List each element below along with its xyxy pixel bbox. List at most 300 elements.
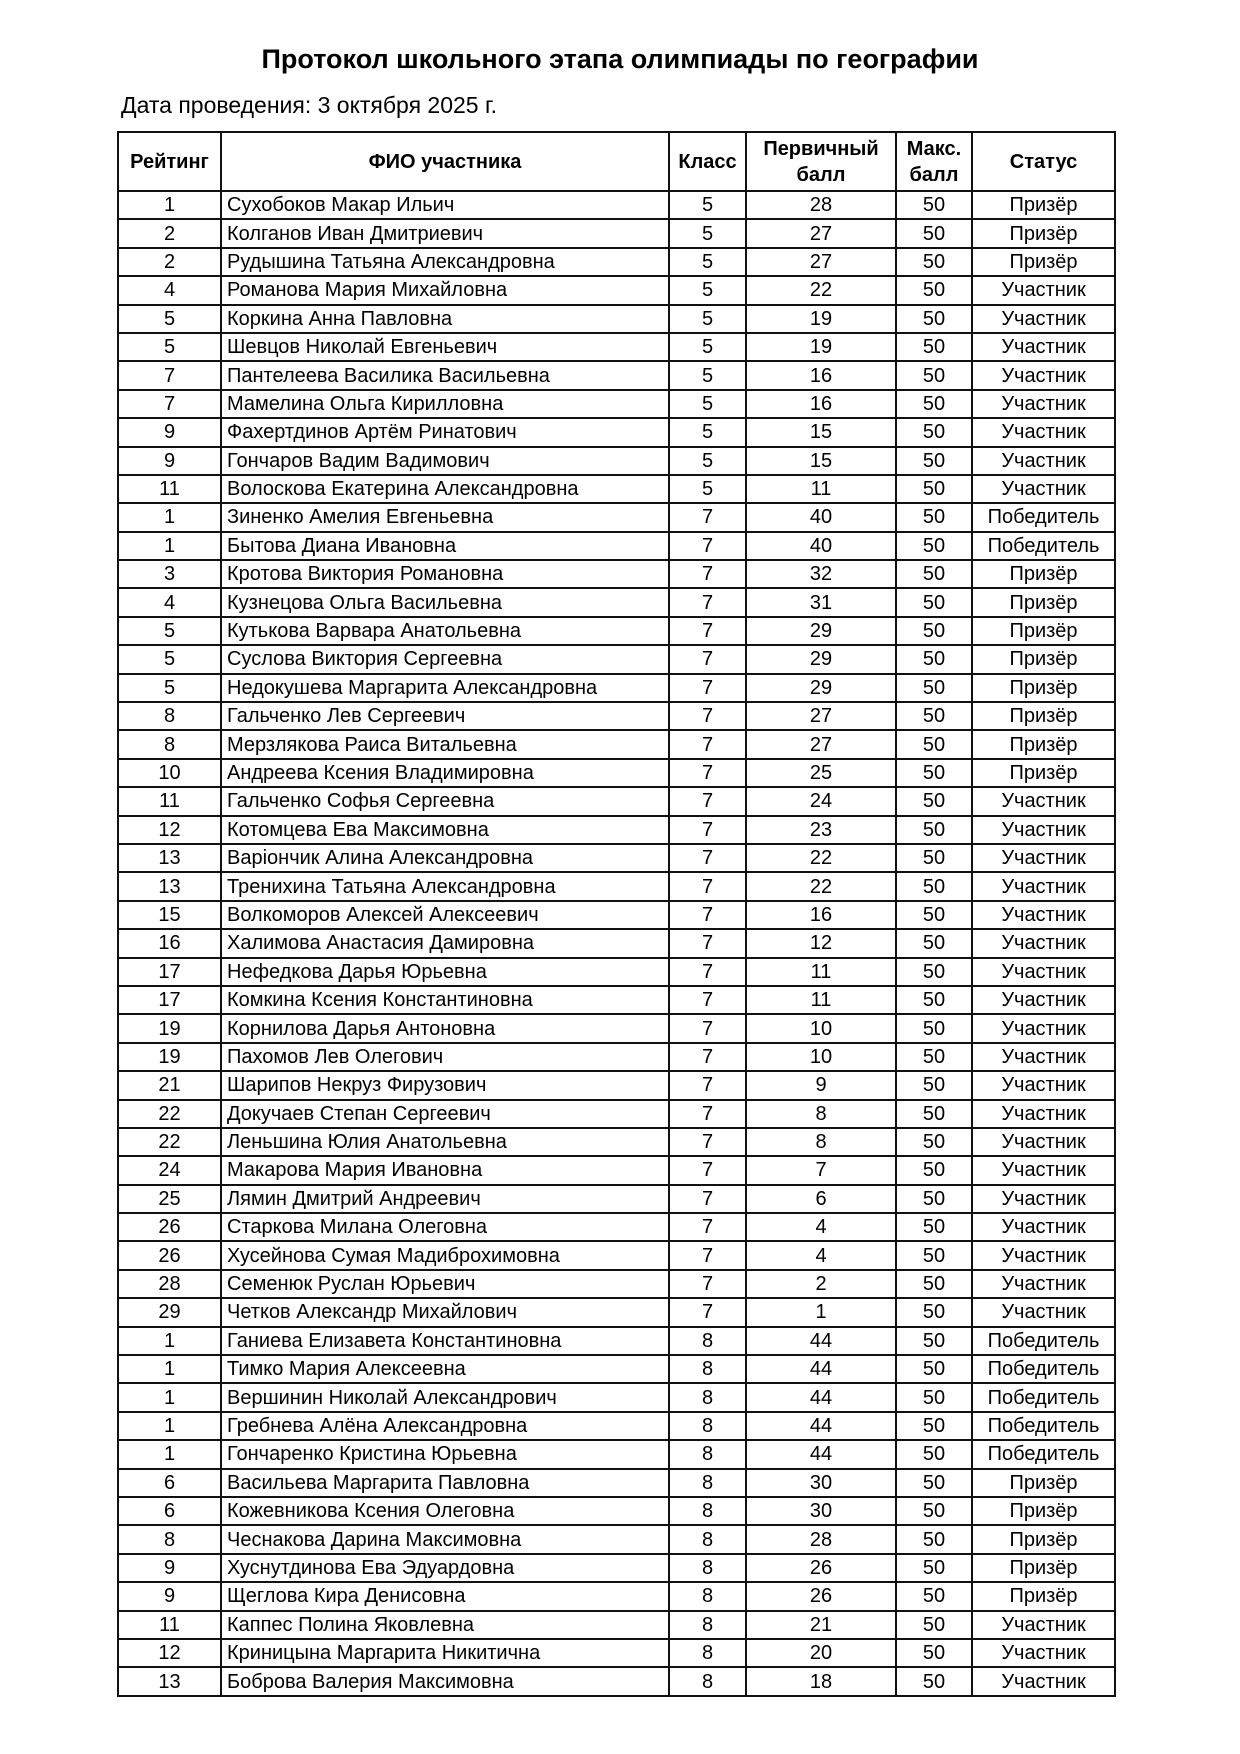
cell-max-score: 50 [896, 1582, 972, 1610]
header-class: Класс [669, 132, 746, 191]
cell-rank: 7 [118, 390, 221, 418]
cell-class: 7 [669, 929, 746, 957]
cell-name: Семенюк Руслан Юрьевич [221, 1270, 669, 1298]
cell-name: Волоскова Екатерина Александровна [221, 475, 669, 503]
cell-primary-score: 12 [746, 929, 896, 957]
cell-max-score: 50 [896, 1525, 972, 1553]
table-row [118, 305, 1115, 333]
cell-status: Победитель [972, 1412, 1115, 1440]
cell-class: 5 [669, 333, 746, 361]
cell-rank: 2 [118, 219, 221, 247]
cell-rank: 5 [118, 305, 221, 333]
table-row [118, 1440, 1115, 1468]
cell-primary-score: 44 [746, 1383, 896, 1411]
cell-class: 8 [669, 1440, 746, 1468]
cell-status: Участник [972, 475, 1115, 503]
cell-status: Призёр [972, 759, 1115, 787]
table-row [118, 872, 1115, 900]
cell-max-score: 50 [896, 305, 972, 333]
cell-class: 7 [669, 674, 746, 702]
table-row [118, 1667, 1115, 1695]
cell-rank: 6 [118, 1469, 221, 1497]
cell-rank: 8 [118, 730, 221, 758]
cell-class: 7 [669, 1213, 746, 1241]
table-row [118, 219, 1115, 247]
cell-primary-score: 27 [746, 219, 896, 247]
cell-primary-score: 29 [746, 674, 896, 702]
cell-name: Хуснутдинова Ева Эдуардовна [221, 1554, 669, 1582]
cell-max-score: 50 [896, 1241, 972, 1269]
table-row [118, 617, 1115, 645]
cell-max-score: 50 [896, 1100, 972, 1128]
cell-name: Васильева Маргарита Павловна [221, 1469, 669, 1497]
cell-name: Шарипов Некруз Фирузович [221, 1071, 669, 1099]
cell-rank: 15 [118, 901, 221, 929]
cell-name: Корнилова Дарья Антоновна [221, 1014, 669, 1042]
cell-rank: 4 [118, 276, 221, 304]
cell-rank: 1 [118, 503, 221, 531]
cell-rank: 5 [118, 674, 221, 702]
cell-status: Участник [972, 1298, 1115, 1326]
table-row [118, 1412, 1115, 1440]
cell-primary-score: 44 [746, 1412, 896, 1440]
table-row [118, 1383, 1115, 1411]
header-max-score [896, 132, 972, 191]
table-row [118, 730, 1115, 758]
cell-name: Макарова Мария Ивановна [221, 1156, 669, 1184]
table-row [118, 1185, 1115, 1213]
table-row [118, 248, 1115, 276]
cell-rank: 26 [118, 1241, 221, 1269]
cell-status: Участник [972, 1241, 1115, 1269]
cell-rank: 13 [118, 844, 221, 872]
cell-class: 5 [669, 276, 746, 304]
cell-max-score: 50 [896, 1497, 972, 1525]
cell-primary-score: 26 [746, 1554, 896, 1582]
cell-primary-score: 16 [746, 361, 896, 389]
cell-rank: 5 [118, 645, 221, 673]
table-row [118, 1611, 1115, 1639]
cell-class: 7 [669, 816, 746, 844]
cell-max-score: 50 [896, 958, 972, 986]
cell-max-score: 50 [896, 1298, 972, 1326]
cell-status: Участник [972, 1014, 1115, 1042]
header-rank: Рейтинг [118, 132, 221, 191]
cell-max-score: 50 [896, 219, 972, 247]
cell-class: 7 [669, 730, 746, 758]
results-table [117, 131, 1116, 1697]
cell-primary-score: 16 [746, 901, 896, 929]
cell-primary-score: 25 [746, 759, 896, 787]
cell-primary-score: 8 [746, 1128, 896, 1156]
cell-max-score: 50 [896, 787, 972, 815]
cell-class: 7 [669, 702, 746, 730]
cell-max-score: 50 [896, 1014, 972, 1042]
cell-max-score: 50 [896, 276, 972, 304]
cell-status: Участник [972, 1270, 1115, 1298]
cell-status: Участник [972, 872, 1115, 900]
cell-name: Бытова Диана Ивановна [221, 532, 669, 560]
cell-status: Призёр [972, 560, 1115, 588]
cell-name: Щеглова Кира Денисовна [221, 1582, 669, 1610]
cell-primary-score: 16 [746, 390, 896, 418]
cell-name: Недокушева Маргарита Александровна [221, 674, 669, 702]
cell-rank: 9 [118, 1554, 221, 1582]
cell-class: 8 [669, 1355, 746, 1383]
table-body [118, 191, 1115, 1696]
cell-name: Кожевникова Ксения Олеговна [221, 1497, 669, 1525]
cell-name: Мамелина Ольга Кирилловна [221, 390, 669, 418]
cell-primary-score: 26 [746, 1582, 896, 1610]
table-row [118, 1298, 1115, 1326]
cell-primary-score: 11 [746, 475, 896, 503]
cell-rank: 21 [118, 1071, 221, 1099]
table-row [118, 901, 1115, 929]
cell-rank: 2 [118, 248, 221, 276]
cell-name: Хусейнова Сумая Мадиброхимовна [221, 1241, 669, 1269]
cell-max-score: 50 [896, 986, 972, 1014]
cell-status: Призёр [972, 645, 1115, 673]
cell-primary-score: 31 [746, 588, 896, 616]
cell-name: Боброва Валерия Максимовна [221, 1667, 669, 1695]
cell-primary-score: 15 [746, 447, 896, 475]
table-row [118, 1156, 1115, 1184]
cell-name: Котомцева Ева Максимовна [221, 816, 669, 844]
cell-class: 7 [669, 1270, 746, 1298]
cell-max-score: 50 [896, 1440, 972, 1468]
cell-status: Участник [972, 1185, 1115, 1213]
cell-rank: 7 [118, 361, 221, 389]
cell-primary-score: 1 [746, 1298, 896, 1326]
cell-status: Участник [972, 1667, 1115, 1695]
cell-rank: 11 [118, 787, 221, 815]
cell-max-score: 50 [896, 1128, 972, 1156]
cell-max-score: 50 [896, 901, 972, 929]
cell-status: Участник [972, 1043, 1115, 1071]
cell-primary-score: 40 [746, 532, 896, 560]
cell-class: 7 [669, 901, 746, 929]
cell-class: 5 [669, 475, 746, 503]
cell-max-score: 50 [896, 1554, 972, 1582]
cell-max-score: 50 [896, 191, 972, 219]
cell-status: Призёр [972, 1525, 1115, 1553]
cell-class: 5 [669, 361, 746, 389]
cell-primary-score: 11 [746, 986, 896, 1014]
cell-name: Вершинин Николай Александрович [221, 1383, 669, 1411]
cell-name: Волкоморов Алексей Алексеевич [221, 901, 669, 929]
header-primary-score-line2: балл [796, 163, 846, 186]
cell-max-score: 50 [896, 872, 972, 900]
cell-class: 8 [669, 1525, 746, 1553]
cell-status: Победитель [972, 1440, 1115, 1468]
cell-primary-score: 21 [746, 1611, 896, 1639]
cell-rank: 1 [118, 1355, 221, 1383]
table-row [118, 1327, 1115, 1355]
cell-primary-score: 27 [746, 248, 896, 276]
cell-class: 8 [669, 1412, 746, 1440]
cell-name: Фахертдинов Артём Ринатович [221, 418, 669, 446]
cell-rank: 12 [118, 1639, 221, 1667]
cell-rank: 29 [118, 1298, 221, 1326]
cell-name: Гальченко Софья Сергеевна [221, 787, 669, 815]
cell-rank: 5 [118, 333, 221, 361]
cell-name: Гончаренко Кристина Юрьевна [221, 1440, 669, 1468]
table-row [118, 532, 1115, 560]
cell-class: 5 [669, 305, 746, 333]
cell-status: Призёр [972, 1582, 1115, 1610]
cell-max-score: 50 [896, 1327, 972, 1355]
cell-class: 7 [669, 560, 746, 588]
cell-status: Призёр [972, 191, 1115, 219]
cell-status: Призёр [972, 219, 1115, 247]
cell-class: 7 [669, 1043, 746, 1071]
cell-primary-score: 19 [746, 305, 896, 333]
cell-primary-score: 29 [746, 645, 896, 673]
cell-max-score: 50 [896, 560, 972, 588]
cell-status: Участник [972, 276, 1115, 304]
header-max-score-line1: Макс. [906, 137, 962, 160]
cell-class: 5 [669, 390, 746, 418]
table-row [118, 1554, 1115, 1582]
cell-max-score: 50 [896, 929, 972, 957]
cell-name: Романова Мария Михайловна [221, 276, 669, 304]
cell-max-score: 50 [896, 674, 972, 702]
cell-class: 7 [669, 617, 746, 645]
cell-class: 7 [669, 588, 746, 616]
cell-name: Тимко Мария Алексеевна [221, 1355, 669, 1383]
cell-max-score: 50 [896, 447, 972, 475]
cell-rank: 17 [118, 986, 221, 1014]
cell-primary-score: 27 [746, 730, 896, 758]
cell-name: Леньшина Юлия Анатольевна [221, 1128, 669, 1156]
cell-name: Кузнецова Ольга Васильевна [221, 588, 669, 616]
cell-status: Участник [972, 1611, 1115, 1639]
cell-max-score: 50 [896, 1383, 972, 1411]
cell-name: Тренихина Татьяна Александровна [221, 872, 669, 900]
cell-primary-score: 22 [746, 872, 896, 900]
table-row [118, 816, 1115, 844]
cell-name: Старкова Милана Олеговна [221, 1213, 669, 1241]
cell-rank: 10 [118, 759, 221, 787]
cell-primary-score: 22 [746, 844, 896, 872]
cell-primary-score: 28 [746, 1525, 896, 1553]
cell-rank: 9 [118, 447, 221, 475]
table-row [118, 1582, 1115, 1610]
table-row [118, 1270, 1115, 1298]
cell-class: 7 [669, 503, 746, 531]
cell-max-score: 50 [896, 361, 972, 389]
cell-max-score: 50 [896, 1043, 972, 1071]
cell-rank: 11 [118, 475, 221, 503]
cell-status: Призёр [972, 674, 1115, 702]
cell-class: 7 [669, 1100, 746, 1128]
cell-max-score: 50 [896, 1355, 972, 1383]
table-row [118, 390, 1115, 418]
cell-primary-score: 44 [746, 1440, 896, 1468]
cell-max-score: 50 [896, 1213, 972, 1241]
table-row [118, 588, 1115, 616]
cell-name: Ганиева Елизавета Константиновна [221, 1327, 669, 1355]
cell-primary-score: 9 [746, 1071, 896, 1099]
cell-name: Гальченко Лев Сергеевич [221, 702, 669, 730]
cell-name: Чеснакова Дарина Максимовна [221, 1525, 669, 1553]
table-row [118, 1071, 1115, 1099]
cell-name: Колганов Иван Дмитриевич [221, 219, 669, 247]
table-row [118, 645, 1115, 673]
document-title: Протокол школьного этапа олимпиады по географии [261, 44, 979, 74]
cell-max-score: 50 [896, 1667, 972, 1695]
cell-primary-score: 11 [746, 958, 896, 986]
cell-status: Призёр [972, 248, 1115, 276]
cell-class: 5 [669, 191, 746, 219]
cell-name: Сухобоков Макар Ильич [221, 191, 669, 219]
cell-max-score: 50 [896, 1156, 972, 1184]
cell-class: 5 [669, 219, 746, 247]
cell-rank: 16 [118, 929, 221, 957]
cell-status: Участник [972, 1128, 1115, 1156]
cell-status: Участник [972, 929, 1115, 957]
cell-rank: 13 [118, 1667, 221, 1695]
cell-class: 8 [669, 1469, 746, 1497]
table-row [118, 418, 1115, 446]
cell-class: 7 [669, 645, 746, 673]
cell-rank: 24 [118, 1156, 221, 1184]
cell-status: Участник [972, 1639, 1115, 1667]
cell-max-score: 50 [896, 503, 972, 531]
cell-status: Победитель [972, 1383, 1115, 1411]
cell-status: Победитель [972, 1355, 1115, 1383]
cell-rank: 19 [118, 1043, 221, 1071]
table-row [118, 1043, 1115, 1071]
cell-primary-score: 4 [746, 1241, 896, 1269]
cell-status: Участник [972, 1100, 1115, 1128]
cell-rank: 25 [118, 1185, 221, 1213]
cell-rank: 9 [118, 1582, 221, 1610]
cell-max-score: 50 [896, 844, 972, 872]
cell-primary-score: 30 [746, 1497, 896, 1525]
table-row [118, 1100, 1115, 1128]
cell-class: 7 [669, 1071, 746, 1099]
cell-name: Каппес Полина Яковлевна [221, 1611, 669, 1639]
table-row [118, 929, 1115, 957]
cell-class: 8 [669, 1582, 746, 1610]
cell-class: 7 [669, 1128, 746, 1156]
cell-rank: 6 [118, 1497, 221, 1525]
cell-rank: 28 [118, 1270, 221, 1298]
cell-class: 8 [669, 1639, 746, 1667]
cell-status: Участник [972, 816, 1115, 844]
cell-primary-score: 40 [746, 503, 896, 531]
cell-primary-score: 30 [746, 1469, 896, 1497]
cell-class: 8 [669, 1611, 746, 1639]
cell-class: 8 [669, 1554, 746, 1582]
header-primary-score-line1: Первичный [763, 137, 879, 160]
cell-status: Участник [972, 1213, 1115, 1241]
cell-class: 7 [669, 1185, 746, 1213]
cell-max-score: 50 [896, 333, 972, 361]
cell-primary-score: 7 [746, 1156, 896, 1184]
cell-status: Призёр [972, 702, 1115, 730]
cell-rank: 1 [118, 532, 221, 560]
table-row [118, 503, 1115, 531]
cell-rank: 19 [118, 1014, 221, 1042]
cell-name: Андреева Ксения Владимировна [221, 759, 669, 787]
cell-primary-score: 24 [746, 787, 896, 815]
cell-status: Участник [972, 418, 1115, 446]
cell-rank: 22 [118, 1100, 221, 1128]
event-date: Дата проведения: 3 октября 2025 г. [121, 92, 497, 118]
cell-status: Участник [972, 361, 1115, 389]
cell-name: Коркина Анна Павловна [221, 305, 669, 333]
table-row [118, 1213, 1115, 1241]
cell-name: Лямин Дмитрий Андреевич [221, 1185, 669, 1213]
table-row [118, 674, 1115, 702]
cell-status: Участник [972, 333, 1115, 361]
cell-name: Пахомов Лев Олегович [221, 1043, 669, 1071]
table-row [118, 1639, 1115, 1667]
cell-class: 7 [669, 844, 746, 872]
cell-status: Участник [972, 1071, 1115, 1099]
cell-class: 8 [669, 1497, 746, 1525]
table-row [118, 1525, 1115, 1553]
cell-rank: 8 [118, 702, 221, 730]
cell-primary-score: 27 [746, 702, 896, 730]
table-header-row [118, 132, 1115, 191]
cell-primary-score: 29 [746, 617, 896, 645]
cell-primary-score: 10 [746, 1014, 896, 1042]
table-row [118, 986, 1115, 1014]
cell-primary-score: 20 [746, 1639, 896, 1667]
cell-class: 7 [669, 1014, 746, 1042]
cell-max-score: 50 [896, 645, 972, 673]
cell-max-score: 50 [896, 1270, 972, 1298]
cell-primary-score: 18 [746, 1667, 896, 1695]
cell-class: 7 [669, 986, 746, 1014]
cell-rank: 13 [118, 872, 221, 900]
table-row [118, 1128, 1115, 1156]
cell-primary-score: 6 [746, 1185, 896, 1213]
cell-name: Шевцов Николай Евгеньевич [221, 333, 669, 361]
cell-rank: 9 [118, 418, 221, 446]
table-row [118, 191, 1115, 219]
cell-name: Рудышина Татьяна Александровна [221, 248, 669, 276]
cell-max-score: 50 [896, 588, 972, 616]
table-row [118, 759, 1115, 787]
cell-primary-score: 4 [746, 1213, 896, 1241]
cell-status: Участник [972, 305, 1115, 333]
cell-max-score: 50 [896, 730, 972, 758]
cell-primary-score: 22 [746, 276, 896, 304]
cell-max-score: 50 [896, 816, 972, 844]
header-primary-score [746, 132, 896, 191]
cell-status: Участник [972, 447, 1115, 475]
table-row [118, 560, 1115, 588]
cell-name: Гребнева Алёна Александровна [221, 1412, 669, 1440]
cell-max-score: 50 [896, 418, 972, 446]
cell-primary-score: 19 [746, 333, 896, 361]
cell-name: Халимова Анастасия Дамировна [221, 929, 669, 957]
cell-class: 7 [669, 1298, 746, 1326]
cell-max-score: 50 [896, 1639, 972, 1667]
cell-max-score: 50 [896, 759, 972, 787]
cell-rank: 1 [118, 1412, 221, 1440]
cell-name: Четков Александр Михайлович [221, 1298, 669, 1326]
cell-class: 5 [669, 447, 746, 475]
cell-rank: 4 [118, 588, 221, 616]
cell-status: Призёр [972, 1497, 1115, 1525]
cell-primary-score: 23 [746, 816, 896, 844]
cell-class: 7 [669, 872, 746, 900]
